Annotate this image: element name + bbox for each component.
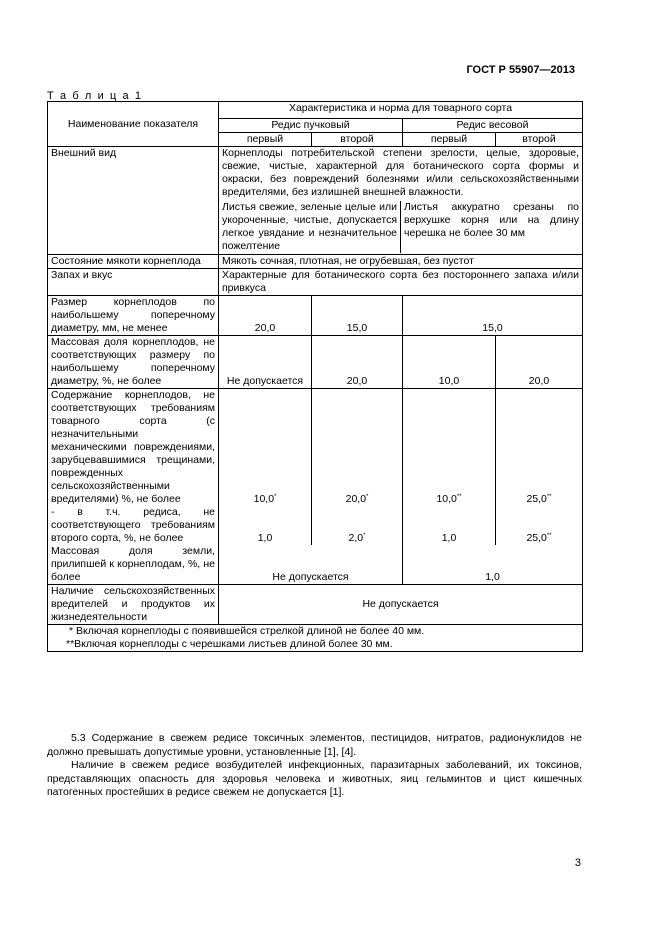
soil-value-bunch: Не допускается — [219, 545, 403, 585]
footnote-2: **Включая корнеплоды с черешками листьев длиной более 30 мм. — [66, 638, 393, 650]
appearance-common-text: Корнеплоды потребительской степени зрелости, целые, здоровые, свежие, чистые, характерной для ботанического сорта формы и окраски, без повреждений болезнями и/или сельскохозяйственными вредителями, без излишней внешней влажности. — [222, 147, 580, 198]
table-notes — [48, 625, 583, 652]
grade-second-bunch: второй — [312, 133, 403, 147]
table-notes-row — [48, 625, 583, 652]
footnote-1: * Включая корнеплоды с появившейся стрелкой длиной не более 40 мм. — [69, 625, 425, 637]
table-row — [48, 296, 583, 336]
column-header-indicator: Наименование показателя — [48, 102, 219, 147]
table-row — [48, 545, 583, 585]
taste-value: Характерные для ботанического сорта без постороннего запаха и/или привкуса — [219, 269, 583, 296]
document-code: ГОСТ Р 55907—2013 — [466, 64, 575, 76]
table-row — [48, 389, 583, 507]
page-number: 3 — [574, 857, 581, 869]
mass-share-value-1: Не допускается — [219, 336, 312, 389]
table-row — [48, 255, 583, 269]
row-name-taste: Запах и вкус — [48, 269, 219, 296]
nonconform-value-1: 10,0* — [219, 389, 312, 507]
second-grade-value-3: 1,0 — [403, 506, 496, 545]
table-caption: Т а б л и ц а 1 — [47, 90, 143, 102]
row-name-soil: Массовая доля земли, прилипшей к корнеплодам, %, не более — [48, 545, 219, 585]
soil-value-weight: 1,0 — [403, 545, 583, 585]
row-name-appearance: Внешний вид — [48, 147, 219, 255]
table-row — [48, 506, 583, 545]
second-grade-value-2: 2,0* — [312, 506, 403, 545]
paragraph-5-3: 5.3 Содержание в свежем редисе токсичных элементов, пестицидов, нитратов, радионуклидов не должно превышать допустимые уровни, установленные [1], [4]. — [47, 732, 582, 758]
nonconform-value-4: 25,0** — [496, 389, 583, 507]
column-header-bunch: Редис пучковый — [219, 119, 403, 133]
row-name-size: Размер корнеплодов по наибольшему поперечному диаметру, мм, не менее — [48, 296, 219, 336]
grade-second-weight: второй — [496, 133, 583, 147]
row-name-flesh: Состояние мякоти корнеплода — [48, 255, 219, 269]
nonconform-value-3: 10,0** — [403, 389, 496, 507]
column-header-weight: Редис весовой — [403, 119, 583, 133]
size-value-2: 15,0 — [312, 296, 403, 336]
appearance-value-cell — [219, 147, 583, 255]
mass-share-value-3: 10,0 — [403, 336, 496, 389]
second-grade-value-1: 1,0 — [219, 506, 312, 545]
row-name-mass-share: Массовая доля корнеплодов, не соответствующих размеру по наибольшему поперечному диаметру, %, не более — [48, 336, 219, 389]
table-row — [48, 585, 583, 625]
grade-first-weight: первый — [403, 133, 496, 147]
grade-first-bunch: первый — [219, 133, 312, 147]
table-row — [48, 269, 583, 296]
size-value-1: 20,0 — [219, 296, 312, 336]
mass-share-value-4: 20,0 — [496, 336, 583, 389]
paragraph-pathogens: Наличие в свежем редисе возбудителей инфекционных, паразитарных заболеваний, их токсинов, представляющих опасность для здоровья человека и животных, яиц гельминтов и цист кишечных патогенных простейших в редисе свежем не допускается [1]. — [47, 759, 582, 798]
pests-value: Не допускается — [219, 585, 583, 625]
mass-share-value-2: 20,0 — [312, 336, 403, 389]
requirements-table — [47, 101, 583, 652]
appearance-leaves-weight: Листья аккуратно срезаны по верхушке корня или на длину черешка не более 30 мм — [400, 201, 579, 253]
row-name-pests: Наличие сельскохозяйственных вредителей и продуктов их жизнедеятельности — [48, 585, 219, 625]
table-row — [48, 147, 583, 255]
second-grade-value-4: 25,0** — [496, 506, 583, 545]
flesh-value: Мякоть сочная, плотная, не огрубевшая, без пустот — [219, 255, 583, 269]
column-header-characteristic: Характеристика и норма для товарного сорта — [219, 102, 583, 119]
appearance-leaves-bunch: Листья свежие, зеленые целые или укороченные, чистые, допускается легкое увядание и незначительное пожелтение — [222, 201, 398, 252]
size-value-weight: 15,0 — [403, 296, 583, 336]
nonconform-value-2: 20,0* — [312, 389, 403, 507]
row-name-second-grade: - в т.ч. редиса, не соответствующего требованиям второго сорта, %, не более — [48, 506, 219, 545]
row-name-nonconform: Содержание корнеплодов, не соответствующих требованиям товарного сорта (с незначительными механическими повреждениями, зарубцевавшимися трещинами, поврежденных сельскохозяйственными вредителями) %, не более — [48, 389, 219, 507]
table-row — [48, 336, 583, 389]
